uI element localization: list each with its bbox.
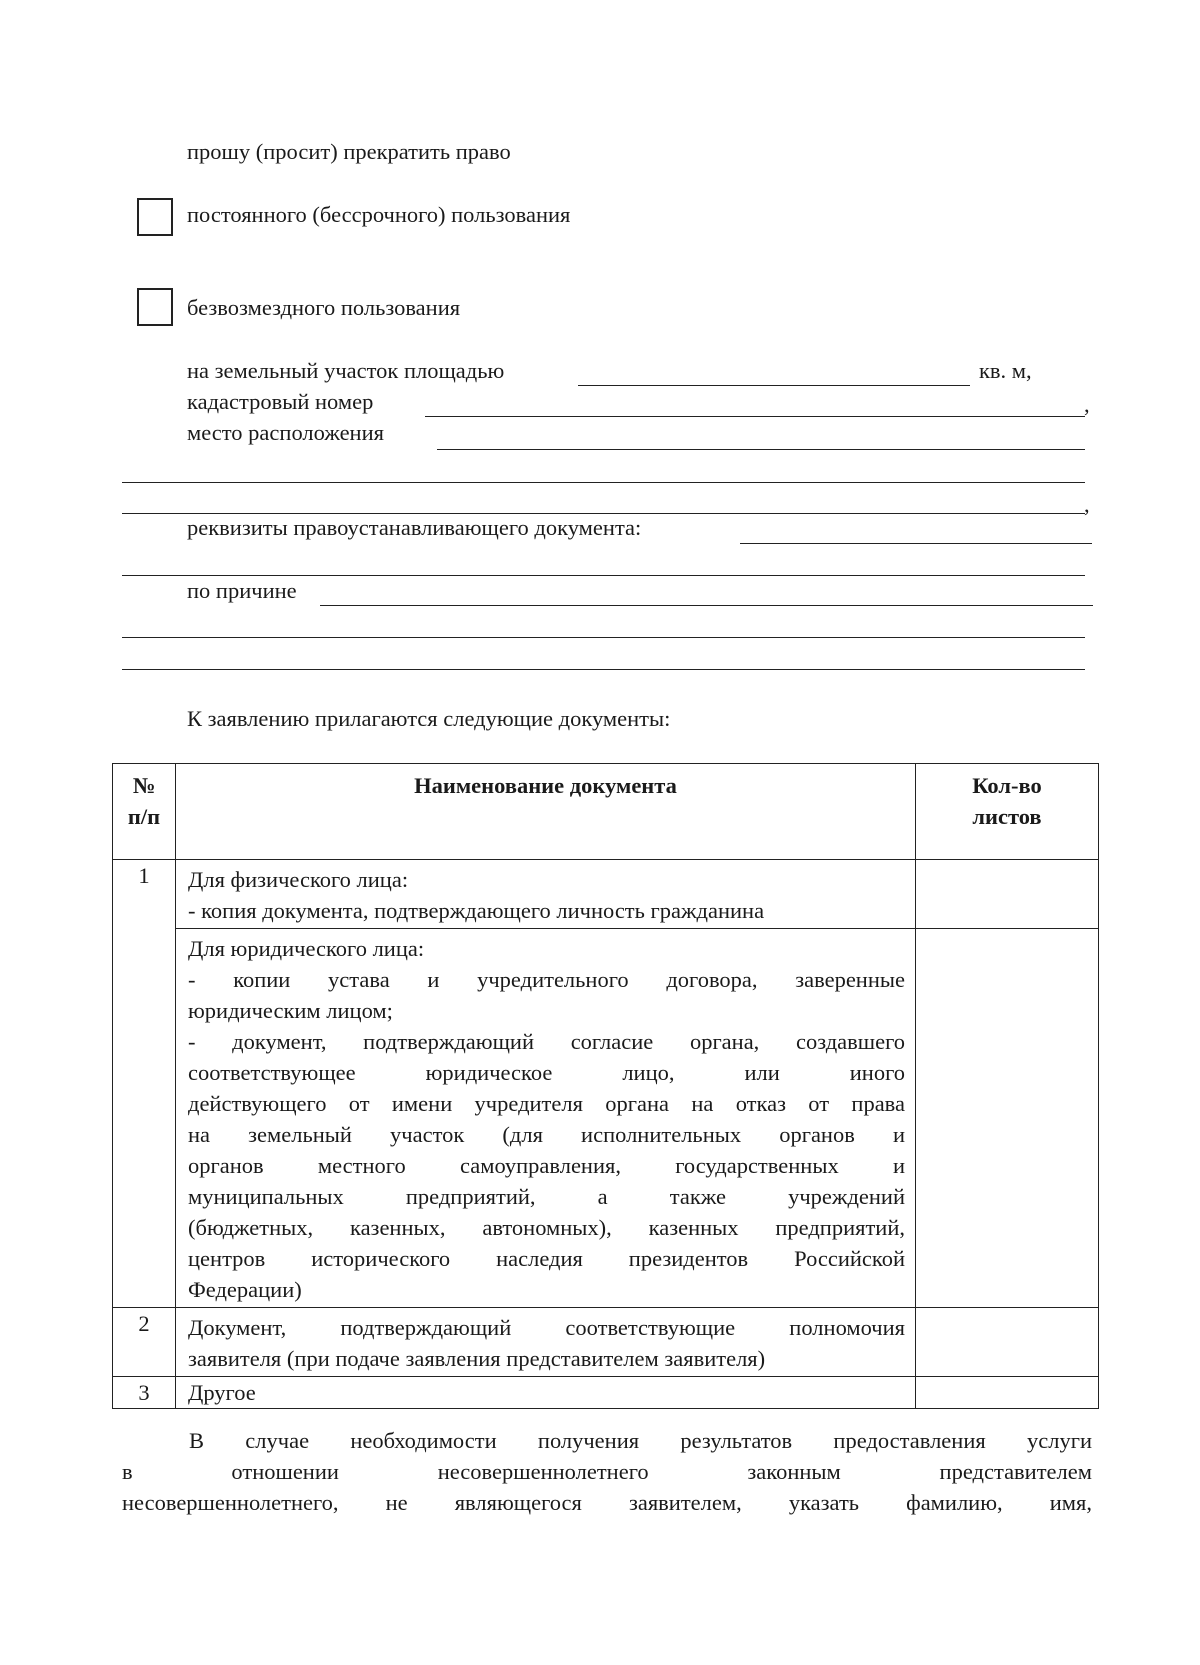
row-num: 3 xyxy=(113,1377,176,1409)
table-row xyxy=(113,929,1099,1308)
header-num-line1: № xyxy=(132,773,156,798)
footer-paragraph xyxy=(122,1425,1092,1518)
row-text-line: центров исторического наследия президентов Российской xyxy=(188,1246,905,1271)
area-field[interactable] xyxy=(578,385,970,386)
location-label: место расположения xyxy=(187,420,384,445)
header-count-line2: листов xyxy=(972,804,1042,829)
footer-line: в отношении несовершеннолетнего законным представителем xyxy=(122,1459,1092,1484)
area-unit: кв. м, xyxy=(979,358,1032,383)
option-label-free-use: безвозмездного пользования xyxy=(187,295,461,320)
header-count-line1: Кол-во xyxy=(972,773,1042,798)
cadastral-comma: , xyxy=(1084,392,1090,417)
row-text-line: Федерации) xyxy=(188,1277,302,1302)
footer-line: несовершеннолетнего, не являющегося заявителем, указать фамилию, имя, xyxy=(122,1490,1092,1515)
area-label: на земельный участок площадью xyxy=(187,358,505,383)
row-num: 1 xyxy=(113,860,176,1308)
row-text-line: Документ, подтверждающий соответствующие полномочия xyxy=(188,1315,905,1340)
row-count-cell[interactable] xyxy=(916,1308,1099,1377)
row-text-line: действующего от имени учредителя органа на отказ от права xyxy=(188,1091,905,1116)
header-count xyxy=(916,764,1099,860)
row-text-line: Для юридического лица: xyxy=(188,936,425,961)
row-name-cell xyxy=(176,1377,916,1409)
row-text-line: на земельный участок (для исполнительных органов и xyxy=(188,1122,905,1147)
row-count-cell[interactable] xyxy=(916,1377,1099,1409)
location-field-line-3[interactable] xyxy=(122,513,1085,514)
row-count-cell[interactable] xyxy=(916,929,1099,1308)
cadastral-label: кадастровый номер xyxy=(187,389,374,414)
row-text-line: заявителя (при подаче заявления представителем заявителя) xyxy=(188,1346,766,1371)
location-field[interactable] xyxy=(437,449,1085,450)
row-text-line: Для физического лица: xyxy=(188,867,409,892)
row-text-line: (бюджетных, казенных, автономных), казенных предприятий, xyxy=(188,1215,905,1240)
row-text-line: - копии устава и учредительного договора, заверенные xyxy=(188,967,905,992)
location-field-line-2[interactable] xyxy=(122,482,1085,483)
requisites-label: реквизиты правоустанавливающего документа: xyxy=(187,515,642,540)
footer-line: В случае необходимости получения результатов предоставления услуги xyxy=(189,1428,1092,1453)
row-text-line: Другое xyxy=(188,1380,256,1405)
reason-label: по причине xyxy=(187,578,297,603)
row-text-line: соответствующее юридическое лицо, или иного xyxy=(188,1060,905,1085)
row-text-line: - копия документа, подтверждающего личность гражданина xyxy=(188,898,765,923)
cadastral-field[interactable] xyxy=(425,416,1085,417)
row-name-cell xyxy=(176,1308,916,1377)
table-row xyxy=(113,1308,1099,1377)
table-row xyxy=(113,860,1099,929)
header-num xyxy=(113,764,176,860)
attachments-intro: К заявлению прилагаются следующие документы: xyxy=(187,706,671,731)
option-checkbox-permanent-use[interactable] xyxy=(137,198,173,236)
header-num-line2: п/п xyxy=(127,804,161,829)
header-name-text: Наименование документа xyxy=(414,773,677,798)
requisites-field-line-2[interactable] xyxy=(122,575,1085,576)
requisites-field[interactable] xyxy=(740,543,1092,544)
reason-field-line-3[interactable] xyxy=(122,669,1085,670)
reason-field[interactable] xyxy=(320,605,1093,606)
request-intro: прошу (просит) прекратить право xyxy=(187,139,511,164)
reason-field-line-2[interactable] xyxy=(122,637,1085,638)
row-text-line: органов местного самоуправления, государственных и xyxy=(188,1153,905,1178)
table-header-row xyxy=(113,764,1099,860)
option-label-permanent-use: постоянного (бессрочного) пользования xyxy=(187,202,571,227)
row-count-cell[interactable] xyxy=(916,860,1099,929)
row-text-line: юридическим лицом; xyxy=(188,998,393,1023)
row-num: 2 xyxy=(113,1308,176,1377)
row-text-line: - документ, подтверждающий согласие органа, создавшего xyxy=(188,1029,905,1054)
row-text-line: муниципальных предприятий, а также учреждений xyxy=(188,1184,905,1209)
attachments-table xyxy=(112,763,1099,1409)
option-checkbox-free-use[interactable] xyxy=(137,288,173,326)
row-name-cell xyxy=(176,860,916,929)
row-name-cell xyxy=(176,929,916,1308)
table-row xyxy=(113,1377,1099,1409)
location-comma: , xyxy=(1084,492,1090,517)
header-name xyxy=(176,764,916,860)
